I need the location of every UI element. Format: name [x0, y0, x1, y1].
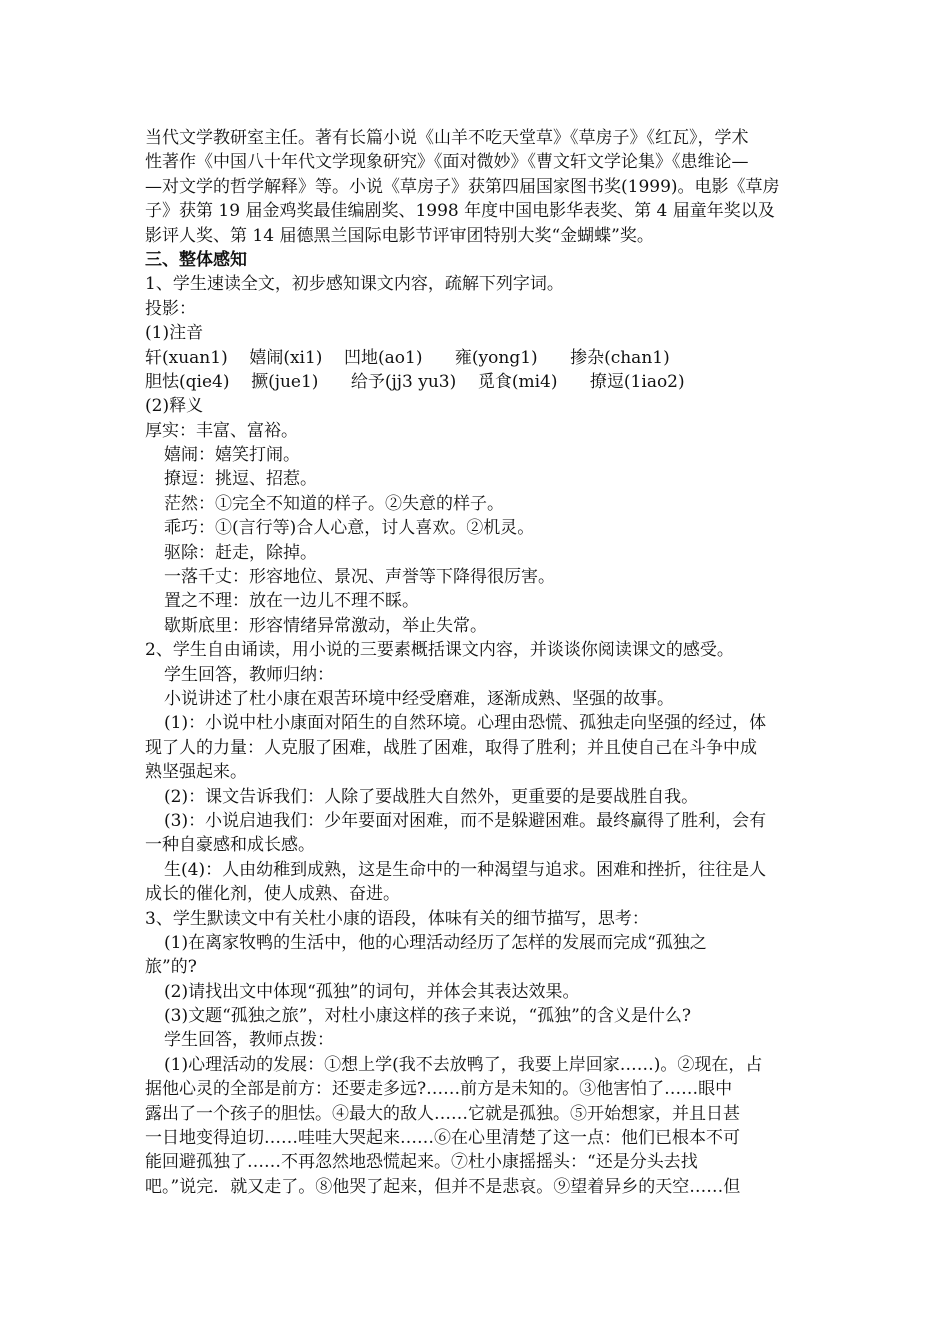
- text-line: (1)：小说中杜小康面对陌生的自然环境。心理由恐慌、孤独走向坚强的经过，体: [164, 713, 767, 734]
- text-line: 厚实：丰富、富裕。: [145, 420, 298, 441]
- text-line: 一种自豪感和成长感。: [145, 835, 315, 856]
- text-line: 学生回答，教师归纳：: [164, 664, 334, 685]
- text-line: 成长的催化剂，使人成熟、奋进。: [145, 884, 400, 905]
- text-line: 露出了一个孩子的胆怯。④最大的敌人……它就是孤独。⑤开始想家，并且日甚: [145, 1103, 740, 1124]
- text-line: 一日地变得迫切……哇哇大哭起来……⑥在心里清楚了这一点：他们已根本不可: [145, 1128, 740, 1149]
- text-line: 旅”的?: [145, 957, 197, 978]
- text-line: —对文学的哲学解释》等。小说《草房子》获第四届国家图书奖(1999)。电影《草房: [145, 176, 780, 197]
- text-line: 生(4)：人由幼稚到成熟，这是生命中的一种渴望与追求。困难和挫折，往往是人: [164, 859, 767, 880]
- document-page: [145, 126, 808, 1199]
- text-line: 2、学生自由诵读，用小说的三要素概括课文内容，并谈谈你阅读课文的感受。: [145, 640, 734, 661]
- text-line: 驱除：赶走，除掉。: [164, 542, 317, 563]
- text-line: (1)在离家牧鸭的生活中，他的心理活动经历了怎样的发展而完成“孤独之: [164, 932, 707, 953]
- text-line: 据他心灵的全部是前方：还要走多远?……前方是未知的。③他害怕了……眼中: [145, 1079, 733, 1100]
- text-line: 吧。”说完．就又走了。⑧他哭了起来，但并不是悲哀。⑨望着异乡的天空……但: [145, 1176, 741, 1197]
- text-line: (2)释义: [145, 396, 204, 417]
- text-line: (3)文题“孤独之旅”，对杜小康这样的孩子来说，“孤独”的含义是什么?: [164, 1006, 691, 1027]
- text-line: 子》获第 19 届金鸡奖最佳编剧奖、1998 年度中国电影华表奖、第 4 届童年奖以及: [145, 201, 775, 222]
- text-line: 性著作《中国八十年代文学现象研究》《面对微妙》《曹文轩文学论集》《患维论—: [145, 152, 749, 173]
- text-line: 1、学生速读全文，初步感知课文内容，疏解下列字词。: [145, 274, 564, 295]
- text-line: 歇斯底里：形容情绪异常激动，举止失常。: [164, 615, 487, 636]
- text-line: 现了人的力量：人克服了困难，战胜了困难，取得了胜利；并且使自己在斗争中成: [145, 737, 757, 758]
- text-line: 能回避孤独了……不再忽然地恐慌起来。⑦杜小康摇摇头：“还是分头去找: [145, 1152, 698, 1173]
- text-line: 3、学生默读文中有关杜小康的语段，体味有关的细节描写，思考：: [145, 908, 649, 929]
- text-line: 小说讲述了杜小康在艰苦环境中经受磨难，逐渐成熟、坚强的故事。: [164, 688, 674, 709]
- text-line: 撩逗：挑逗、招惹。: [164, 469, 317, 490]
- text-line: 轩(xuan1) 嬉闹(xi1) 凹地(ao1) 雍(yong1) 掺杂(chan1): [145, 347, 670, 368]
- text-line: 影评人奖、第 14 届德黑兰国际电影节评审团特别大奖“金蝴蝶”奖。: [145, 225, 654, 246]
- text-line: 胆怯(qie4) 撅(jue1) 给予(jj3 yu3) 觅食(mi4) 撩逗(1iao2): [145, 371, 685, 392]
- text-line: (1)注音: [145, 323, 204, 344]
- section-heading: 三、整体感知: [145, 249, 247, 270]
- text-line: (3)：小说启迪我们：少年要面对困难，而不是躲避困难。最终赢得了胜利，会有: [164, 810, 767, 831]
- text-line: 投影：: [145, 298, 196, 319]
- text-line: (2)：课文告诉我们：人除了要战胜大自然外，更重要的是要战胜自我。: [164, 786, 699, 807]
- text-line: (1)心理活动的发展：①想上学(我不去放鸭了，我要上岸回家……)。②现在，占: [164, 1054, 763, 1075]
- text-line: 茫然：①完全不知道的样子。②失意的样子。: [164, 493, 504, 514]
- text-line: 一落千丈：形容地位、景况、声誉等下降得很厉害。: [164, 567, 555, 588]
- text-line: 乖巧：①(言行等)合人心意，讨人喜欢。②机灵。: [164, 518, 535, 539]
- text-line: 置之不理：放在一边儿不理不睬。: [164, 591, 419, 612]
- text-line: 嬉闹：嬉笑打闹。: [164, 445, 300, 466]
- text-line: 学生回答，教师点拨：: [164, 1030, 334, 1051]
- text-line: 当代文学教研室主任。著有长篇小说《山羊不吃天堂草》《草房子》《红瓦》，学术: [145, 128, 749, 148]
- text-line: (2)请找出文中体现“孤独”的词句，并体会其表达效果。: [164, 981, 580, 1002]
- text-line: 熟坚强起来。: [145, 762, 247, 783]
